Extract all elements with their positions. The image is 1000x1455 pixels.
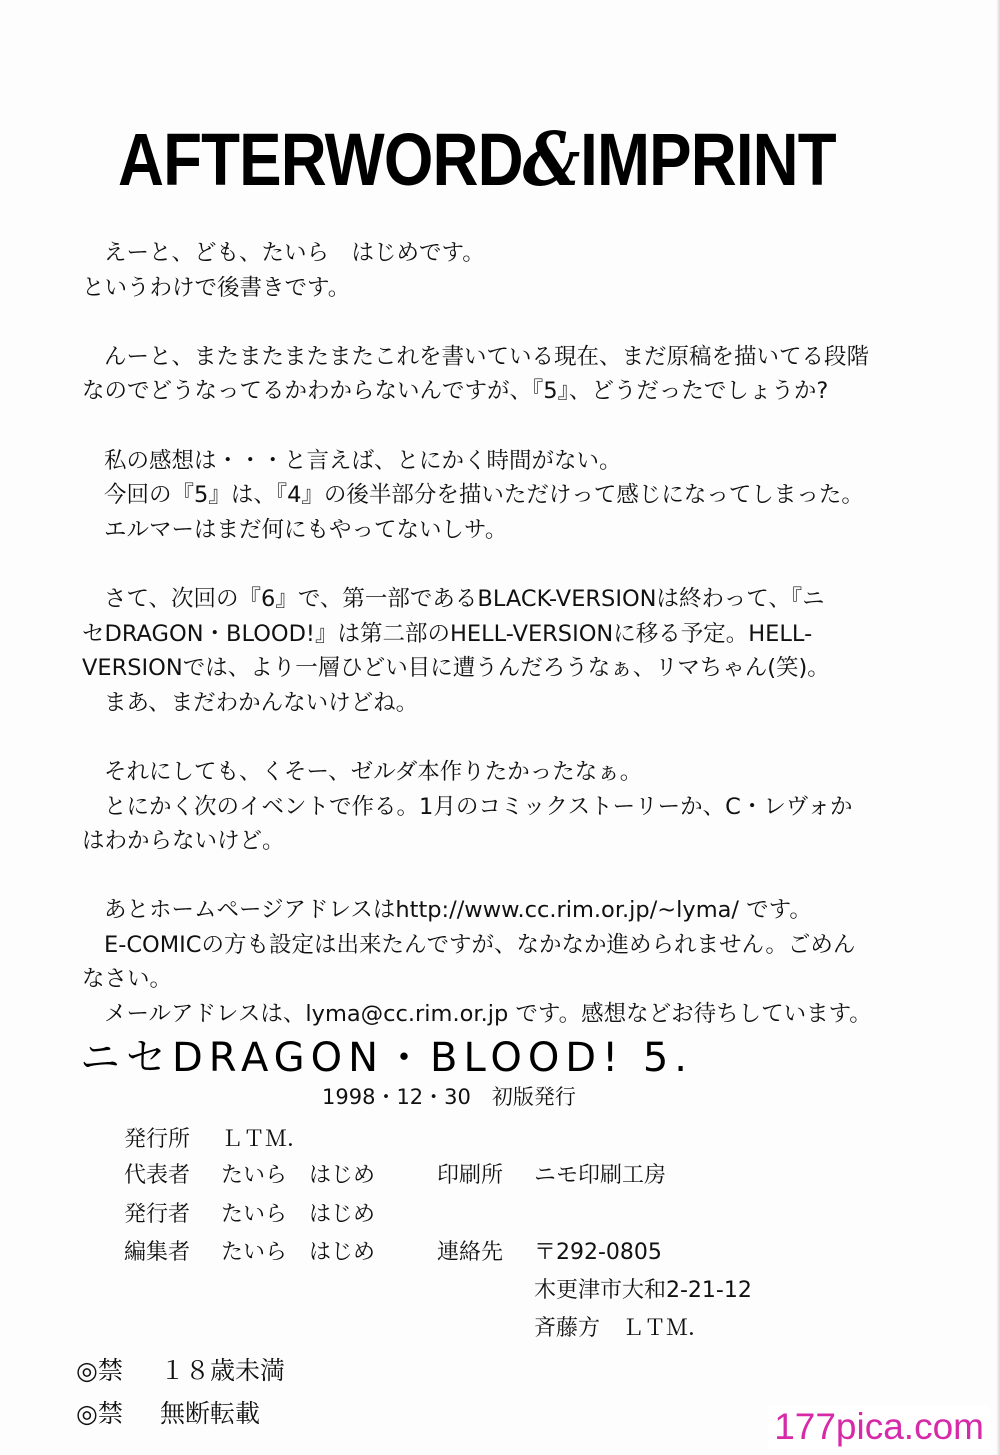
afterword-paragraph-4 [82, 582, 922, 720]
issuer-value: たいら はじめ [221, 1202, 376, 1227]
title-ampersand: & [522, 117, 581, 203]
text-line: んーと、またまたまたまたこれを書いている現在、まだ原稿を描いてる段階 [104, 343, 870, 370]
title-imprint: IMPRINT [580, 118, 836, 201]
contact-postal: 〒292-0805 [534, 1240, 662, 1265]
text-line: VERSIONでは、より一層ひどい目に遭うんだろうなぁ、リマちゃん(笑)。 [82, 655, 830, 682]
text-line: メールアドレスは、lyma@cc.rim.or.jp です。感想などお待ちしています。 [104, 1001, 872, 1028]
text-line: はわからないけど。 [82, 828, 285, 855]
imprint-editor [124, 1237, 375, 1269]
contact-address: 木更津市大和2-21-12 [534, 1278, 752, 1303]
text-line: えーと、ども、たいら はじめです。 [104, 240, 485, 266]
imprint-publisher [124, 1124, 309, 1156]
imprint-representative [124, 1160, 375, 1192]
text-line: なさい。 [82, 966, 173, 993]
afterword-paragraph-6 [82, 893, 922, 1031]
imprint-printer [437, 1160, 666, 1192]
text-line: エルマーはまだ何にもやってないしサ。 [104, 516, 508, 543]
imprint-contact [437, 1237, 662, 1269]
afterword-paragraph-3 [82, 444, 922, 548]
text-line: とにかく次のイベントで作る。1月のコミックストーリーか、C・レヴォか [104, 793, 853, 820]
publication-date: 1998・12・30 初版発行 [322, 1085, 576, 1109]
publisher-label: 発行所 [124, 1127, 191, 1152]
editor-label: 編集者 [124, 1240, 191, 1265]
afterword-body [82, 236, 922, 1066]
imprint-issuer [124, 1199, 375, 1231]
imprint-contact-care [534, 1313, 710, 1345]
editor-value: たいら はじめ [221, 1240, 376, 1265]
site-watermark: 177pica.com [768, 1405, 990, 1449]
prohibition-under-18 [76, 1353, 285, 1389]
issuer-label: 発行者 [124, 1202, 191, 1227]
text-line: さて、次回の『6』で、第一部であるBLACK-VERSIONは終わって、『ニ [104, 585, 825, 612]
text-line: それにしても、くそー、ゼルダ本作りたかったなぁ。 [104, 758, 643, 785]
text-line: 私の感想は・・・と言えば、とにかく時間がない。 [104, 447, 622, 474]
printer-label: 印刷所 [437, 1163, 504, 1188]
contact-care: 斉藤方 ＬＴＭ． [534, 1316, 711, 1341]
prohibition-text: 無断転載 [160, 1399, 261, 1428]
title-afterword: AFTERWORD [118, 118, 523, 201]
text-line: あとホームページアドレスはhttp://www.cc.rim.or.jp/~lyma/ です。 [104, 897, 812, 924]
printer-value: ニモ印刷工房 [534, 1163, 667, 1188]
afterword-paragraph-5 [82, 755, 922, 859]
contact-label: 連絡先 [437, 1240, 504, 1265]
prohibition-no-reprint [76, 1396, 260, 1432]
representative-value: たいら はじめ [221, 1163, 376, 1188]
text-line: 今回の『5』は、『4』の後半部分を描いただけって感じになってしまった。 [104, 482, 864, 509]
prohibition-mark: ◎禁 [76, 1399, 123, 1428]
book-title: ニセDRAGON・BLOOD! 5. [80, 1035, 694, 1081]
prohibition-text: １８歳未満 [160, 1356, 286, 1385]
afterword-paragraph-2 [82, 340, 922, 409]
text-line: なのでどうなってるかわからないんですが、『5』、どうだったでしょうか? [82, 378, 829, 405]
text-line: E-COMICの方も設定は出来たんですが、なかなか進められません。ごめん [104, 931, 856, 958]
text-line: まあ、まだわかんないけどね。 [104, 689, 419, 716]
afterword-paragraph-1 [82, 236, 922, 305]
text-line: というわけで後書きです。 [82, 274, 351, 301]
page-edge-shadow [996, 0, 1000, 1455]
prohibition-mark: ◎禁 [76, 1356, 123, 1385]
text-line: セDRAGON・BLOOD!』は第二部のHELL-VERSIONに移る予定。HELL- [82, 620, 813, 647]
imprint-contact-address [534, 1275, 752, 1307]
publisher-value: ＬＴＭ． [221, 1127, 310, 1152]
representative-label: 代表者 [124, 1163, 191, 1188]
page-title [118, 112, 836, 208]
